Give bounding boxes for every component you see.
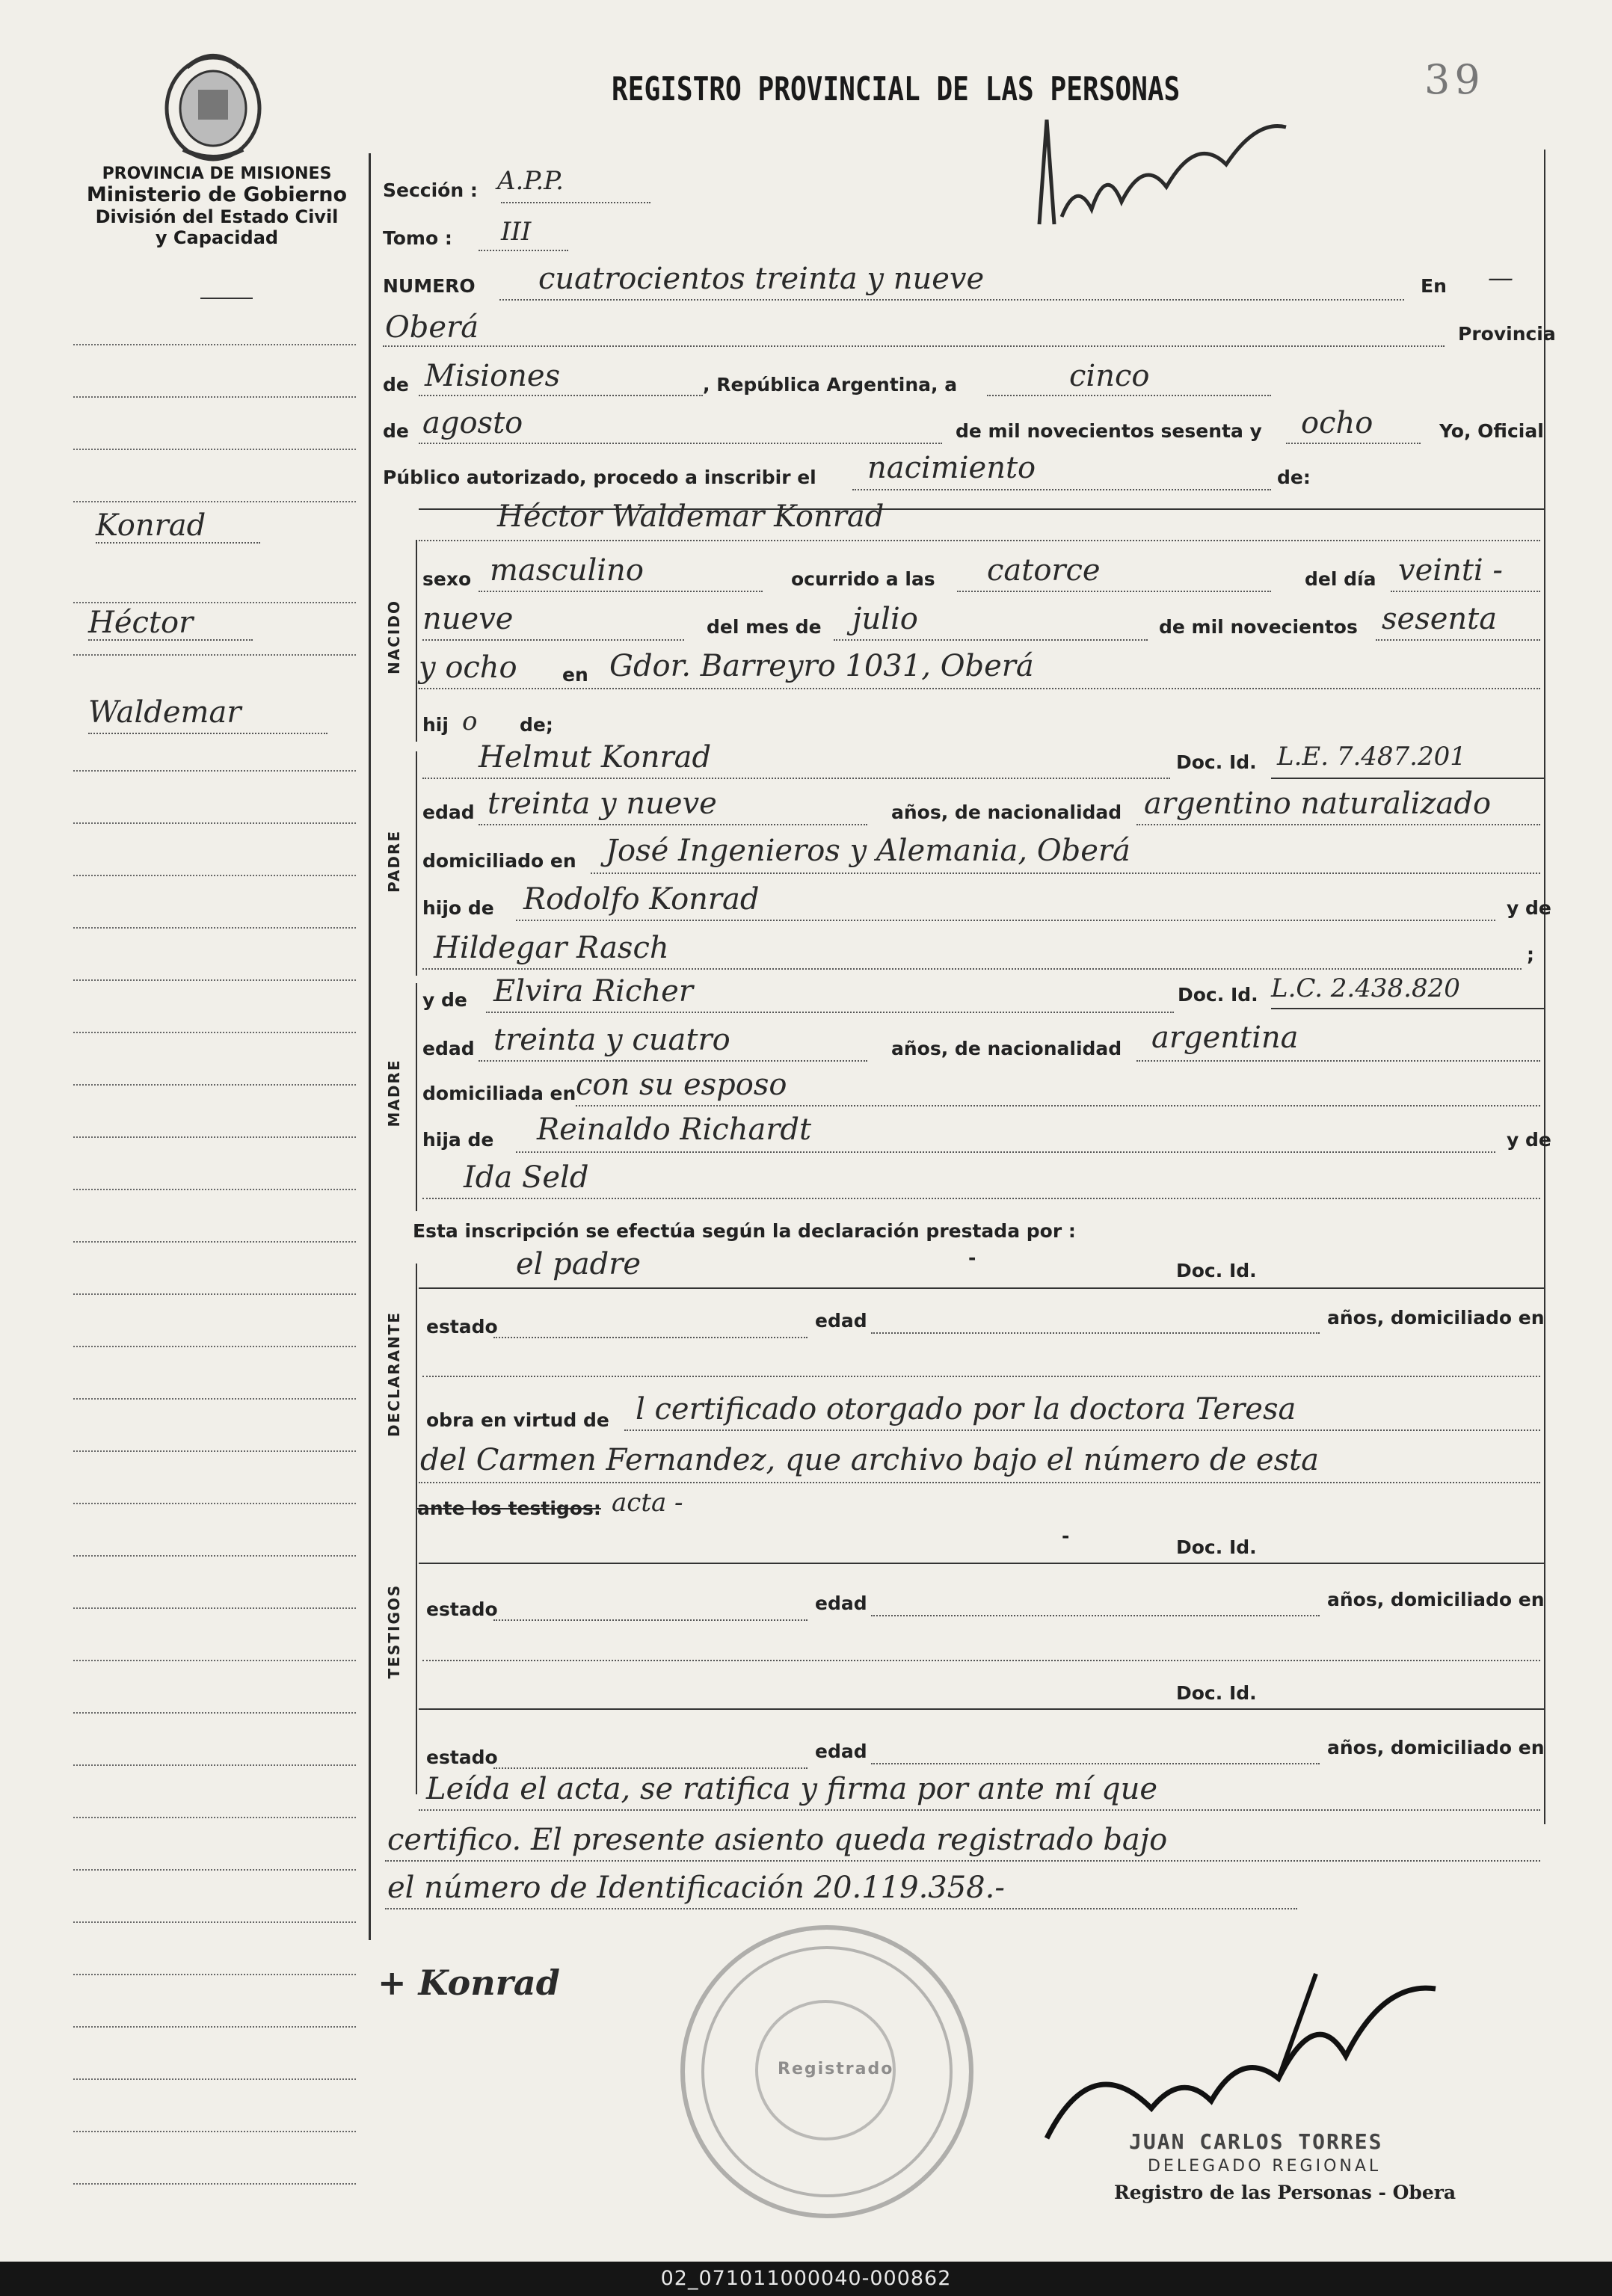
- tomo-label: Tomo :: [383, 227, 452, 249]
- madre-doc-label: Doc. Id.: [1178, 984, 1258, 1006]
- madre-rule: [416, 983, 417, 1211]
- hijo-value: o: [462, 707, 478, 736]
- madre-edad-label: edad: [422, 1038, 475, 1059]
- padre-name-line: [422, 778, 1170, 779]
- dia-value-cont: nueve: [422, 602, 514, 636]
- place-line: [383, 345, 1445, 347]
- testigo2-edad-label: edad: [815, 1741, 867, 1762]
- madre-father: Reinaldo Richardt: [537, 1112, 812, 1147]
- madre-father-line: [516, 1151, 1495, 1153]
- act-line: [852, 489, 1271, 490]
- margin-surname-line: [96, 542, 260, 544]
- tomo-line: [479, 250, 568, 251]
- padre-rule: [416, 751, 417, 976]
- madre-nac-line: [1136, 1060, 1540, 1062]
- testigo2-name-line: [419, 1708, 1544, 1710]
- declarante-obra-cont-line: [419, 1482, 1540, 1483]
- nacido-rule: [416, 540, 417, 742]
- madre-mother-line: [422, 1198, 1540, 1199]
- division-heading: División del Estado Civil: [95, 206, 339, 227]
- month-value: agosto: [422, 406, 523, 440]
- mes-label: del mes de: [707, 616, 822, 638]
- declarante-obra-line: [624, 1429, 1540, 1431]
- padre-dom-label: domiciliado en: [422, 850, 576, 872]
- de3-label: de:: [1277, 467, 1311, 488]
- madre-nac-value: argentina: [1151, 1021, 1299, 1055]
- padre-doc-label: Doc. Id.: [1176, 751, 1257, 773]
- lugar-line: [419, 688, 1540, 689]
- testigo1-doc-label: Doc. Id.: [1176, 1536, 1257, 1558]
- testigo1-name-line: [419, 1563, 1544, 1564]
- numero-label: NUMERO: [383, 275, 476, 297]
- declarante-dom-line: [422, 1376, 1540, 1377]
- padre-edad-line: [479, 824, 867, 825]
- padre-name: Helmut Konrad: [479, 740, 712, 775]
- tomo-value: III: [501, 217, 532, 247]
- testigo2-edad-line: [871, 1763, 1320, 1764]
- anio-value-cont: y ocho: [419, 650, 517, 685]
- margin-first-name: Héctor: [88, 606, 194, 640]
- nacido-label: NACIDO: [385, 600, 403, 674]
- madre-edad-value: treinta y cuatro: [493, 1023, 730, 1057]
- hijo-de-label: de;: [520, 714, 553, 736]
- testigos-rule: [416, 1518, 417, 1794]
- declarante-obra-value: l certificado otorgado por la doctora Teresa: [636, 1392, 1296, 1426]
- padre-doc-value: L.E. 7.487.201: [1277, 742, 1466, 772]
- seccion-label: Sección :: [383, 179, 478, 201]
- republica-label: , República Argentina, a: [703, 374, 958, 396]
- lugar-value: Gdor. Barreyro 1031, Oberá: [609, 649, 1034, 683]
- dia-line: [1391, 591, 1540, 592]
- numero-line: [499, 299, 1404, 301]
- madre-name: Elvira Richer: [493, 974, 693, 1009]
- declarante-dash: -: [968, 1247, 976, 1269]
- official-role: DELEGADO REGIONAL: [1148, 2157, 1382, 2176]
- signature-declarant: + Konrad: [378, 1963, 560, 2003]
- margin-middle-name-line: [88, 733, 327, 734]
- closing-line-1: Leída el acta, se ratifica y firma por ante mí que: [426, 1772, 1158, 1806]
- anio-value: sesenta: [1382, 602, 1498, 636]
- closing-line-3-rule: [385, 1908, 1297, 1909]
- padre-yde-label: y de: [1507, 897, 1551, 919]
- en-value: —: [1488, 263, 1513, 293]
- sexo-label: sexo: [422, 568, 472, 590]
- sexo-line: [479, 591, 763, 592]
- padre-dom-value: José Ingenieros y Alemania, Oberá: [606, 834, 1130, 868]
- madre-dom-label: domiciliada en: [422, 1083, 576, 1104]
- madre-doc-value: L.C. 2.438.820: [1271, 973, 1460, 1003]
- hora-line: [957, 591, 1271, 592]
- month-line: [419, 443, 942, 444]
- madre-mother: Ida Seld: [464, 1160, 589, 1195]
- madre-doc-line: [1271, 1008, 1544, 1009]
- testigo2-estado-label: estado: [426, 1746, 498, 1768]
- year-line: [1286, 443, 1421, 444]
- official-name: JUAN CARLOS TORRES: [1129, 2129, 1383, 2154]
- hora-value: catorce: [987, 553, 1101, 588]
- official-signature-icon: [1032, 1959, 1451, 2153]
- testigo1-estado-line: [493, 1619, 807, 1621]
- main-left-rule: [369, 153, 371, 1940]
- testigo1-dash: -: [1062, 1525, 1070, 1547]
- declarante-edad-line: [871, 1332, 1320, 1334]
- declarante-obra-value-cont: del Carmen Fernandez, que archivo bajo el número de esta: [420, 1443, 1320, 1477]
- declarante-obra-label: obra en virtud de: [426, 1409, 609, 1431]
- madre-yde-label: y de: [422, 989, 467, 1011]
- closing-line-1-rule: [419, 1809, 1540, 1811]
- madre-nac-label: años, de nacionalidad: [891, 1038, 1122, 1059]
- numero-value: cuatrocientos treinta y nueve: [538, 262, 985, 296]
- padre-label: PADRE: [385, 830, 403, 893]
- en-label: En: [1421, 275, 1447, 297]
- provincia-value: Misiones: [425, 359, 561, 393]
- padre-semicolon: ;: [1527, 944, 1534, 965]
- margin-surname: Konrad: [96, 508, 206, 543]
- declarante-label: DECLARANTE: [385, 1311, 403, 1437]
- anio-label: de mil novecientos: [1159, 616, 1358, 638]
- official-office: Registro de las Personas - Obera: [1114, 2182, 1456, 2203]
- padre-nac-line: [1136, 824, 1540, 825]
- declarante-name-line: [419, 1287, 1544, 1289]
- testigo1-edad-line: [871, 1615, 1320, 1616]
- hijo-label: hij: [422, 714, 449, 736]
- oficial-label: Yo, Oficial: [1439, 420, 1544, 442]
- dia-value: veinti -: [1398, 553, 1503, 588]
- declarante-anios-label: años, domiciliado en: [1327, 1307, 1545, 1329]
- day-line: [987, 395, 1271, 396]
- ocurrido-label: ocurrido a las: [791, 568, 935, 590]
- padre-hijo-label: hijo de: [422, 897, 494, 919]
- declarante-estado-line: [493, 1337, 807, 1338]
- padre-nac-value: argentino naturalizado: [1144, 787, 1492, 821]
- year-label: de mil novecientos sesenta y: [956, 420, 1262, 442]
- de2-label: de: [383, 420, 409, 442]
- testigo1-edad-label: edad: [815, 1592, 867, 1614]
- padre-nac-label: años, de nacionalidad: [891, 801, 1122, 823]
- dia-label: del día: [1305, 568, 1376, 590]
- mes-value: julio: [852, 602, 918, 636]
- provincia-line: [419, 395, 703, 396]
- testigo2-doc-label: Doc. Id.: [1176, 1682, 1257, 1704]
- testigo2-anios-label: años, domiciliado en: [1327, 1737, 1545, 1758]
- registered-annotation-icon: [1032, 105, 1301, 232]
- closing-line-2-rule: [385, 1860, 1540, 1862]
- divider: [200, 298, 253, 299]
- capacity-heading: y Capacidad: [155, 227, 279, 248]
- padre-dom-line: [591, 872, 1540, 874]
- lugar-label: en: [562, 664, 588, 686]
- padre-father: Rodolfo Konrad: [523, 882, 760, 917]
- provincia-label: Provincia: [1458, 323, 1556, 345]
- nacido-name-line: [419, 540, 1540, 541]
- padre-edad-value: treinta y nueve: [487, 787, 717, 821]
- testigos-label: TESTIGOS: [385, 1583, 403, 1679]
- seccion-value: A.P.P.: [497, 166, 564, 196]
- testigo1-dom-line: [422, 1660, 1540, 1661]
- testigo2-estado-line: [493, 1767, 807, 1769]
- page-number: 39: [1424, 56, 1485, 103]
- ante-testigos-label: ante los testigos:: [417, 1498, 601, 1519]
- seal-text: Registrado: [778, 2060, 894, 2078]
- coat-of-arms-icon: [157, 45, 269, 164]
- madre-dom-value: con su esposo: [576, 1068, 787, 1102]
- de-label: de: [383, 374, 409, 396]
- place-value: Oberá: [385, 310, 479, 345]
- madre-label: MADRE: [385, 1059, 403, 1127]
- day-value: cinco: [1069, 359, 1150, 393]
- margin-middle-name: Waldemar: [88, 695, 242, 730]
- seccion-line: [501, 202, 650, 203]
- page-title: REGISTRO PROVINCIAL DE LAS PERSONAS: [612, 70, 1181, 108]
- madre-dom-line: [576, 1105, 1540, 1107]
- publico-label: Público autorizado, procedo a inscribir el: [383, 467, 816, 488]
- issuer-block: [67, 164, 366, 248]
- padre-mother: Hildegar Rasch: [434, 931, 669, 965]
- closing-line-2: certifico. El presente asiento queda registrado bajo: [387, 1823, 1168, 1857]
- ministry-heading: Ministerio de Gobierno: [86, 183, 348, 206]
- dia-cont-line: [422, 639, 684, 641]
- file-id: 02_071011000040-000862: [660, 2267, 952, 2290]
- province-heading: PROVINCIA DE MISIONES: [102, 164, 332, 183]
- main-right-rule: [1544, 150, 1545, 1824]
- padre-mother-line: [422, 968, 1522, 970]
- declarante-edad-label: edad: [815, 1310, 867, 1332]
- closing-line-3: el número de Identificación 20.119.358.-: [387, 1871, 1005, 1905]
- padre-father-line: [516, 920, 1495, 921]
- file-id-bar: [0, 2262, 1612, 2296]
- testigo1-estado-label: estado: [426, 1598, 498, 1620]
- mes-line: [834, 639, 1148, 641]
- declarante-name: el padre: [516, 1247, 642, 1281]
- anio-line: [1376, 639, 1540, 641]
- declarante-doc-label: Doc. Id.: [1176, 1260, 1257, 1281]
- madre-yde2-label: y de: [1507, 1129, 1551, 1151]
- padre-edad-label: edad: [422, 801, 475, 823]
- testigo1-anios-label: años, domiciliado en: [1327, 1589, 1545, 1610]
- declarante-estado-label: estado: [426, 1316, 498, 1338]
- madre-name-line: [486, 1012, 1174, 1013]
- padre-doc-line: [1271, 778, 1544, 779]
- margin-first-name-line: [88, 639, 253, 641]
- declarante-rule: [416, 1264, 417, 1533]
- declarante-intro: Esta inscripción se efectúa según la declaración prestada por :: [413, 1220, 1076, 1242]
- nacido-full-name: Héctor Waldemar Konrad: [497, 499, 885, 534]
- madre-edad-line: [479, 1060, 867, 1062]
- sexo-value: masculino: [490, 553, 644, 588]
- madre-hija-label: hija de: [422, 1129, 494, 1151]
- act-value: nacimiento: [867, 451, 1036, 485]
- year-value: ocho: [1301, 406, 1373, 440]
- ante-testigos-value: acta -: [612, 1488, 683, 1518]
